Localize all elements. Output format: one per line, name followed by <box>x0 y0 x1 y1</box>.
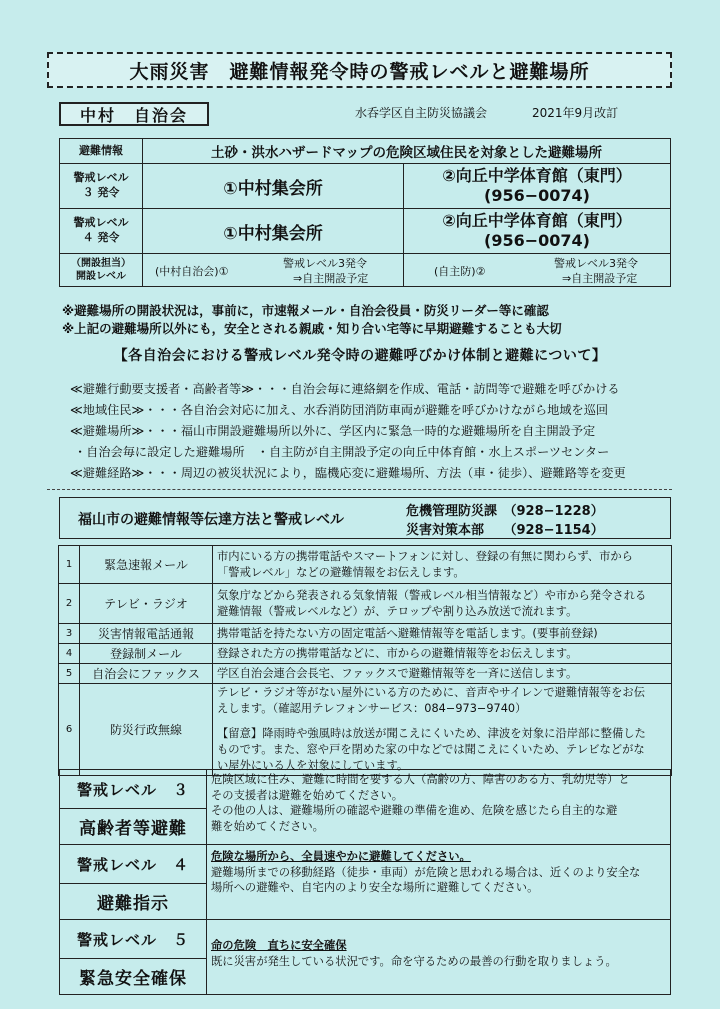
methods-table <box>58 545 672 776</box>
method-title: 福山市の避難情報等伝達方法と警戒レベル <box>78 512 344 528</box>
level-description: 危険区域に住み、避難に時間を要する人（高齢の方、障害のある方、乳幼児等）と その支援者は避難を始めてください。 その他の人は、避難場所の確認や避難の準備を進め、危険を感じたら自主的な避 難を始めてください。 <box>207 770 671 845</box>
open-cell-right: (自主防)② 警戒レベル3発令 ⇒自主開設予定 <box>404 254 671 287</box>
level-name: 警戒レベル ３ <box>60 770 206 809</box>
shelter-place-2: ②向丘中学体育館（東門） (956−0074) <box>404 164 671 209</box>
level-name: 警戒レベル ４ <box>60 845 206 884</box>
shelter-header-text: 土砂・洪水ハザードマップの危険区域住民を対象とした避難場所 <box>143 139 671 164</box>
level-action: 避難指示 <box>97 894 169 914</box>
method-row: 4 登録制メール 登録された方の携帯電話などに、市からの避難情報等をお伝えします。 <box>59 644 672 664</box>
shelter-table <box>59 138 671 287</box>
method-row: 1 緊急速報メール 市内にいる方の携帯電話やスマートフォンに対し、登録の有無に関わらず、市から 「警戒レベル」などの避難情報をお伝えします。 <box>59 546 672 584</box>
call-item: ≪避難場所≫・・・福山市開設避難場所以外に、学区内に緊急一時的な避難場所を自主開設予定 <box>70 424 596 438</box>
open-cell-left: (中村自治会)① 警戒レベル3発令 ⇒自主開設予定 <box>143 254 404 287</box>
method-row: 3 災害情報電話通報 携帯電話を持たない方の固定電話へ避難情報等を電話します。(要事前登録) <box>59 624 672 644</box>
contact-disaster-hq: 災害対策本部 （928−1154） <box>406 523 604 538</box>
method-row: 5 自治会にファックス 学区自治会連合会長宅、ファックスで避難情報等を一斉に送信します。 <box>59 664 672 684</box>
shelter-row-level4 <box>60 209 671 254</box>
levels-table <box>59 769 671 995</box>
level-description: 危険な場所から、全員速やかに避難してください。 避難場所までの移動経路（徒歩・車両）が危険と思われる場合は、近くのより安全な 場所への避難や、自宅内のより安全な場所に避難してください。 <box>207 845 671 920</box>
shelter-row-level3 <box>60 164 671 209</box>
method-row: 2 テレビ・ラジオ 気象庁などから発表される気象情報（警戒レベル相当情報など）や市から発令される 避難情報（警戒レベルなど）が、テロップや割り込み放送で流れます。 <box>59 584 672 624</box>
level-action: 緊急安全確保 <box>79 969 187 989</box>
call-item: ≪避難行動要支援者・高齢者等≫・・・自治会毎に連絡網を作成、電話・訪問等で避難を呼びかける <box>70 382 620 396</box>
revision-date: 2021年9月改訂 <box>532 106 619 120</box>
council-name: 水呑学区自主防災協議会 <box>355 106 488 120</box>
shelter-header-label: 避難情報 <box>60 139 143 164</box>
level-action: 高齢者等避難 <box>79 819 187 839</box>
shelter-row-label: 警戒レベル ３ 発令 <box>60 164 143 209</box>
note-item: ※上記の避難場所以外にも，安全とされる親戚・知り合い宅等に早期避難することも大切 <box>62 321 562 336</box>
shelter-open-row <box>60 254 671 287</box>
shelter-place-1: ①中村集会所 <box>143 164 404 209</box>
notes <box>62 302 562 338</box>
call-list <box>70 379 626 484</box>
level-name: 警戒レベル ５ <box>60 920 206 959</box>
call-item: ≪避難経路≫・・・周辺の被災状況により，臨機応変に避難場所、方法（車・徒歩）、避難路等を変更 <box>70 466 626 480</box>
contact-disaster-prevention: 危機管理防災課 （928−1228） <box>406 504 604 519</box>
shelter-row-label: 警戒レベル ４ 発令 <box>60 209 143 254</box>
call-item: ≪地域住民≫・・・各自治会対応に加え、水呑消防団消防車両が避難を呼びかけながら地域を巡回 <box>70 403 609 417</box>
shelter-place-1: ①中村集会所 <box>143 209 404 254</box>
call-item: ・自治会毎に設定した避難場所 ・自主防が自主開設予定の向丘中体育館・水上スポーツセンター <box>74 445 610 459</box>
method-row: 6 防災行政無線 テレビ・ラジオ等がない屋外にいる方のために、音声やサイレンで避難情報等をお伝 えします。（確認用テレフォンサービス：084−973−9740） 【留意】降雨時や強風時は放送が聞こえにくいため、津波を対象に沿岸部に整備した ものです。また、窓や戸を閉めた家の中などでは聞こえにくいため、テレビなどがな い屋外にいる人を対象にしています。 <box>59 684 672 776</box>
level-row-3 <box>60 770 671 845</box>
page-title: 大雨災害 避難情報発令時の警戒レベルと避難場所 <box>47 52 672 88</box>
shelter-place-2: ②向丘中学体育館（東門） (956−0074) <box>404 209 671 254</box>
association-name: 中村 自治会 <box>59 102 209 126</box>
level-description: 命の危険 直ちに安全確保 既に災害が発生している状況です。命を守るための最善の行動を取りましょう。 <box>207 920 671 995</box>
level-row-4 <box>60 845 671 920</box>
dashed-divider <box>47 489 672 490</box>
section-heading: 【各自治会における警戒レベル発令時の避難呼びかけ体制と避難について】 <box>113 348 607 364</box>
open-row-label: （開設担当） 開設レベル <box>60 254 143 287</box>
note-item: ※避難場所の開設状況は，事前に，市速報メール・自治会役員・防災リーダー等に確認 <box>62 303 549 318</box>
level-row-5 <box>60 920 671 995</box>
